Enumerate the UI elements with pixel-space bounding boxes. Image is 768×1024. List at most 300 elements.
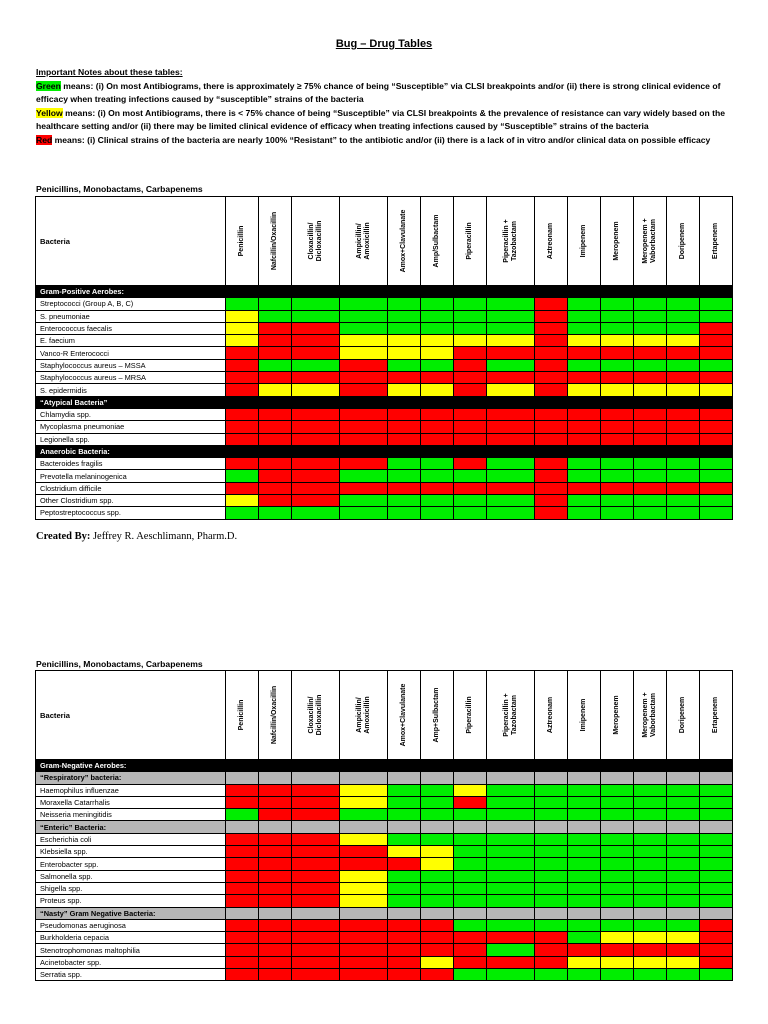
drug-header-label: Cloxacillin/ Dicloxacillin [307, 694, 323, 736]
susceptibility-cell [568, 495, 601, 507]
susceptibility-cell [700, 969, 733, 981]
susceptibility-cell [226, 858, 259, 870]
susceptibility-cell [421, 895, 454, 907]
section-fill-cell [667, 772, 700, 784]
susceptibility-cell [340, 919, 388, 931]
susceptibility-cell [568, 944, 601, 956]
table-row [36, 322, 733, 334]
drug-header-label: Ampicillin/ Amoxicillin [355, 696, 371, 734]
susceptibility-cell [568, 384, 601, 396]
section-fill-cell [454, 760, 487, 772]
section-fill-cell [421, 445, 454, 457]
susceptibility-cell [226, 507, 259, 519]
section-fill-cell [700, 445, 733, 457]
drug-header-aztreonam [535, 197, 568, 286]
susceptibility-cell [634, 969, 667, 981]
drug-header-label: Penicillin [238, 225, 245, 257]
susceptibility-cell [340, 969, 388, 981]
section-fill-cell [700, 286, 733, 298]
susceptibility-cell [226, 359, 259, 371]
subsection-header-row [36, 772, 733, 784]
susceptibility-cell [340, 796, 388, 808]
drug-header-meropenem-vaborbactam [634, 197, 667, 286]
susceptibility-cell [259, 796, 292, 808]
susceptibility-cell [292, 858, 340, 870]
susceptibility-cell [535, 919, 568, 931]
susceptibility-cell [535, 833, 568, 845]
susceptibility-cell [487, 833, 535, 845]
susceptibility-cell [568, 421, 601, 433]
susceptibility-cell [226, 784, 259, 796]
susceptibility-cell [292, 919, 340, 931]
section-fill-cell [634, 760, 667, 772]
bacteria-name: Haemophilus influenzae [36, 784, 226, 796]
susceptibility-cell [568, 895, 601, 907]
bug-drug-table-gram-positive [35, 196, 733, 520]
drug-header-label: Ampicillin/ Amoxicillin [355, 222, 371, 260]
susceptibility-cell [568, 322, 601, 334]
susceptibility-cell [568, 870, 601, 882]
susceptibility-cell [700, 507, 733, 519]
section-fill-cell [667, 396, 700, 408]
susceptibility-cell [487, 359, 535, 371]
section-fill-cell [226, 286, 259, 298]
susceptibility-cell [421, 809, 454, 821]
bacteria-name: Staphylococcus aureus – MSSA [36, 359, 226, 371]
susceptibility-cell [292, 507, 340, 519]
susceptibility-cell [454, 858, 487, 870]
bacteria-name: S. epidermidis [36, 384, 226, 396]
susceptibility-cell [292, 495, 340, 507]
table-row [36, 433, 733, 445]
susceptibility-cell [226, 470, 259, 482]
susceptibility-cell [259, 919, 292, 931]
susceptibility-cell [487, 969, 535, 981]
susceptibility-cell [259, 433, 292, 445]
table-row [36, 858, 733, 870]
susceptibility-cell [421, 335, 454, 347]
section-fill-cell [487, 821, 535, 833]
susceptibility-cell [601, 310, 634, 322]
susceptibility-cell [535, 809, 568, 821]
susceptibility-cell [454, 944, 487, 956]
created-by [36, 531, 237, 542]
susceptibility-cell [535, 796, 568, 808]
table-row [36, 944, 733, 956]
susceptibility-cell [535, 372, 568, 384]
susceptibility-cell [487, 470, 535, 482]
susceptibility-cell [667, 372, 700, 384]
susceptibility-cell [568, 919, 601, 931]
section-fill-cell [700, 760, 733, 772]
susceptibility-cell [667, 944, 700, 956]
susceptibility-cell [535, 322, 568, 334]
section-fill-cell [454, 445, 487, 457]
susceptibility-cell [667, 932, 700, 944]
susceptibility-cell [535, 858, 568, 870]
section-fill-cell [535, 821, 568, 833]
susceptibility-cell [568, 298, 601, 310]
table-row [36, 298, 733, 310]
susceptibility-cell [667, 796, 700, 808]
drug-header-meropenem-vaborbactam [634, 671, 667, 760]
susceptibility-cell [535, 298, 568, 310]
susceptibility-cell [454, 347, 487, 359]
susceptibility-cell [634, 384, 667, 396]
susceptibility-cell [454, 298, 487, 310]
susceptibility-cell [601, 372, 634, 384]
susceptibility-cell [601, 335, 634, 347]
susceptibility-cell [454, 470, 487, 482]
susceptibility-cell [421, 372, 454, 384]
susceptibility-cell [700, 359, 733, 371]
susceptibility-cell [340, 784, 388, 796]
section-fill-cell [259, 396, 292, 408]
susceptibility-cell [340, 421, 388, 433]
susceptibility-cell [535, 870, 568, 882]
susceptibility-cell [226, 384, 259, 396]
susceptibility-cell [601, 944, 634, 956]
susceptibility-cell [667, 482, 700, 494]
susceptibility-cell [634, 322, 667, 334]
susceptibility-cell [340, 433, 388, 445]
drug-header-ertapenem [700, 197, 733, 286]
susceptibility-cell [601, 784, 634, 796]
susceptibility-cell [535, 347, 568, 359]
section-fill-cell [388, 760, 421, 772]
created-by-label: Created By: [36, 531, 91, 542]
susceptibility-cell [667, 470, 700, 482]
table-row [36, 796, 733, 808]
table-row [36, 956, 733, 968]
section-fill-cell [487, 907, 535, 919]
drug-header-label: Piperacillin + Tazobactam [502, 219, 518, 263]
susceptibility-cell [601, 895, 634, 907]
section-fill-cell [487, 760, 535, 772]
susceptibility-cell [601, 384, 634, 396]
susceptibility-cell [226, 809, 259, 821]
susceptibility-cell [487, 372, 535, 384]
susceptibility-cell [292, 384, 340, 396]
section-fill-cell [454, 286, 487, 298]
susceptibility-cell [700, 421, 733, 433]
susceptibility-cell [535, 470, 568, 482]
susceptibility-cell [292, 482, 340, 494]
susceptibility-cell [388, 846, 421, 858]
susceptibility-cell [259, 335, 292, 347]
susceptibility-cell [340, 482, 388, 494]
susceptibility-cell [601, 846, 634, 858]
bacteria-name: E. faecium [36, 335, 226, 347]
susceptibility-cell [340, 310, 388, 322]
drug-header-label: Piperacillin [466, 696, 473, 734]
susceptibility-cell [487, 335, 535, 347]
section-fill-cell [667, 760, 700, 772]
susceptibility-cell [487, 796, 535, 808]
section-header-row [36, 286, 733, 298]
susceptibility-cell [568, 858, 601, 870]
susceptibility-cell [634, 809, 667, 821]
section-fill-cell [421, 772, 454, 784]
section-fill-cell [487, 286, 535, 298]
susceptibility-cell [259, 372, 292, 384]
susceptibility-cell [421, 858, 454, 870]
susceptibility-cell [259, 495, 292, 507]
yellow-keyword: Yellow [36, 107, 63, 118]
susceptibility-cell [634, 421, 667, 433]
susceptibility-cell [259, 359, 292, 371]
susceptibility-cell [259, 470, 292, 482]
section-label: “Respiratory” bacteria: [36, 772, 226, 784]
susceptibility-cell [292, 833, 340, 845]
susceptibility-cell [667, 882, 700, 894]
section-fill-cell [259, 286, 292, 298]
table-row [36, 470, 733, 482]
bacteria-name: Prevotella melaninogenica [36, 470, 226, 482]
susceptibility-cell [487, 495, 535, 507]
susceptibility-cell [421, 458, 454, 470]
susceptibility-cell [388, 969, 421, 981]
susceptibility-cell [568, 932, 601, 944]
section-fill-cell [454, 821, 487, 833]
section-fill-cell [340, 445, 388, 457]
note-green [36, 80, 736, 107]
susceptibility-cell [634, 495, 667, 507]
section-fill-cell [259, 821, 292, 833]
susceptibility-cell [421, 796, 454, 808]
drug-header-label: Aztreonam [547, 696, 554, 734]
susceptibility-cell [700, 470, 733, 482]
susceptibility-cell [568, 359, 601, 371]
section-fill-cell [388, 445, 421, 457]
susceptibility-cell [259, 310, 292, 322]
section-fill-cell [226, 821, 259, 833]
section-fill-cell [535, 772, 568, 784]
susceptibility-cell [388, 809, 421, 821]
drug-header-label: Meropenem [613, 695, 620, 735]
bacteria-name: Legionella spp. [36, 433, 226, 445]
section-fill-cell [700, 396, 733, 408]
susceptibility-cell [454, 895, 487, 907]
susceptibility-cell [388, 310, 421, 322]
bacteria-name: Mycoplasma pneumoniae [36, 421, 226, 433]
section-fill-cell [421, 760, 454, 772]
bacteria-name: Staphylococcus aureus – MRSA [36, 372, 226, 384]
susceptibility-cell [601, 870, 634, 882]
susceptibility-cell [340, 322, 388, 334]
susceptibility-cell [487, 895, 535, 907]
susceptibility-cell [292, 809, 340, 821]
susceptibility-cell [454, 932, 487, 944]
note-yellow [36, 107, 736, 134]
susceptibility-cell [421, 784, 454, 796]
section-fill-cell [487, 772, 535, 784]
susceptibility-cell [601, 495, 634, 507]
drug-header-label: Nafcillin/Oxacillin [271, 685, 278, 745]
susceptibility-cell [700, 858, 733, 870]
section-fill-cell [634, 821, 667, 833]
susceptibility-cell [388, 833, 421, 845]
bacteria-name: Bacteroides fragilis [36, 458, 226, 470]
susceptibility-cell [700, 895, 733, 907]
section-fill-cell [634, 445, 667, 457]
section-fill-cell [568, 760, 601, 772]
susceptibility-cell [568, 846, 601, 858]
susceptibility-cell [454, 969, 487, 981]
section-fill-cell [568, 396, 601, 408]
susceptibility-cell [634, 858, 667, 870]
bacteria-column-header: Bacteria [36, 671, 226, 760]
susceptibility-cell [454, 882, 487, 894]
table-row [36, 372, 733, 384]
table-row [36, 408, 733, 420]
susceptibility-cell [259, 408, 292, 420]
susceptibility-cell [700, 796, 733, 808]
section-fill-cell [421, 286, 454, 298]
section-fill-cell [226, 760, 259, 772]
table-row [36, 809, 733, 821]
susceptibility-cell [535, 421, 568, 433]
susceptibility-cell [454, 784, 487, 796]
susceptibility-cell [226, 372, 259, 384]
susceptibility-cell [388, 372, 421, 384]
susceptibility-cell [700, 482, 733, 494]
drug-header-ampicillin-amoxicillin [340, 197, 388, 286]
section-fill-cell [226, 772, 259, 784]
drug-header-label: Amp/Sulbactam [433, 214, 440, 268]
section-fill-cell [535, 396, 568, 408]
susceptibility-cell [340, 846, 388, 858]
green-note-text: means: (i) On most Antibiograms, there is approximately ≥ 75% chance of being “Susceptible” via CLSI breakpoints and/or (ii) there is strong clinical evidence of efficacy when treating infections caused by “susceptible” strains of the bacteria [36, 80, 721, 104]
susceptibility-cell [487, 322, 535, 334]
susceptibility-cell [667, 408, 700, 420]
susceptibility-cell [421, 298, 454, 310]
section-fill-cell [535, 760, 568, 772]
section-fill-cell [340, 286, 388, 298]
susceptibility-cell [667, 298, 700, 310]
table-row [36, 969, 733, 981]
susceptibility-cell [226, 969, 259, 981]
drug-header-cloxacillin-dicloxacillin [292, 671, 340, 760]
susceptibility-cell [292, 408, 340, 420]
susceptibility-cell [454, 495, 487, 507]
table-row [36, 846, 733, 858]
susceptibility-cell [634, 507, 667, 519]
susceptibility-cell [421, 956, 454, 968]
susceptibility-cell [226, 846, 259, 858]
susceptibility-cell [634, 846, 667, 858]
susceptibility-cell [667, 384, 700, 396]
susceptibility-cell [259, 421, 292, 433]
susceptibility-cell [667, 895, 700, 907]
susceptibility-cell [487, 310, 535, 322]
susceptibility-cell [667, 833, 700, 845]
yellow-note-text: means: (i) On most Antibiograms, there is < 75% chance of being “Susceptible” via CLSI breakpoints & the prevalence of resistance can vary widely based on the healthcare setting and/or (ii) there may be limited clinical evidence of efficacy when treating infections caused by “Susceptible” strains of the bacteria [36, 107, 726, 131]
susceptibility-cell [259, 956, 292, 968]
section-fill-cell [601, 907, 634, 919]
drug-header-label: Meropenem + Vaborbactam [642, 218, 657, 264]
section-fill-cell [634, 772, 667, 784]
susceptibility-cell [454, 796, 487, 808]
bacteria-name: Pseudomonas aeruginosa [36, 919, 226, 931]
susceptibility-cell [535, 310, 568, 322]
susceptibility-cell [259, 322, 292, 334]
susceptibility-cell [601, 858, 634, 870]
section-fill-cell [340, 772, 388, 784]
section-fill-cell [292, 760, 340, 772]
section-fill-cell [568, 907, 601, 919]
susceptibility-cell [667, 956, 700, 968]
susceptibility-cell [292, 969, 340, 981]
susceptibility-cell [634, 833, 667, 845]
susceptibility-cell [292, 846, 340, 858]
susceptibility-cell [388, 322, 421, 334]
susceptibility-cell [487, 384, 535, 396]
susceptibility-cell [634, 310, 667, 322]
susceptibility-cell [487, 882, 535, 894]
susceptibility-cell [226, 322, 259, 334]
susceptibility-cell [292, 310, 340, 322]
susceptibility-cell [667, 846, 700, 858]
susceptibility-cell [700, 833, 733, 845]
susceptibility-cell [700, 919, 733, 931]
susceptibility-cell [487, 784, 535, 796]
susceptibility-cell [700, 809, 733, 821]
drug-header-ampicillin-amoxicillin [340, 671, 388, 760]
susceptibility-cell [226, 796, 259, 808]
susceptibility-cell [487, 932, 535, 944]
susceptibility-cell [700, 458, 733, 470]
susceptibility-cell [421, 944, 454, 956]
susceptibility-cell [421, 495, 454, 507]
section-fill-cell [454, 772, 487, 784]
drug-header-amp-sulbactam [421, 197, 454, 286]
section-fill-cell [421, 396, 454, 408]
susceptibility-cell [601, 421, 634, 433]
important-notes [36, 66, 736, 147]
susceptibility-cell [568, 969, 601, 981]
susceptibility-cell [634, 482, 667, 494]
susceptibility-cell [601, 882, 634, 894]
table-row [36, 335, 733, 347]
susceptibility-cell [568, 458, 601, 470]
susceptibility-cell [454, 335, 487, 347]
drug-header-piperacillin [454, 197, 487, 286]
table-row [36, 359, 733, 371]
susceptibility-cell [667, 322, 700, 334]
susceptibility-cell [454, 408, 487, 420]
section-fill-cell [601, 396, 634, 408]
susceptibility-cell [421, 870, 454, 882]
susceptibility-cell [667, 421, 700, 433]
susceptibility-cell [259, 384, 292, 396]
susceptibility-cell [340, 359, 388, 371]
section-fill-cell [292, 821, 340, 833]
susceptibility-cell [259, 882, 292, 894]
bacteria-name: Stenotrophomonas maltophilia [36, 944, 226, 956]
susceptibility-cell [454, 322, 487, 334]
section-fill-cell [601, 772, 634, 784]
susceptibility-cell [568, 408, 601, 420]
table-row [36, 384, 733, 396]
susceptibility-cell [259, 846, 292, 858]
susceptibility-cell [454, 433, 487, 445]
drug-header-penicillin [226, 197, 259, 286]
susceptibility-cell [421, 969, 454, 981]
susceptibility-cell [259, 784, 292, 796]
red-note-text: means: (i) Clinical strains of the bacteria are nearly 100% “Resistant” to the antibiotic and/or (ii) there is a lack of in vitro and/or clinical data on possible efficacy [52, 134, 711, 145]
susceptibility-cell [601, 347, 634, 359]
